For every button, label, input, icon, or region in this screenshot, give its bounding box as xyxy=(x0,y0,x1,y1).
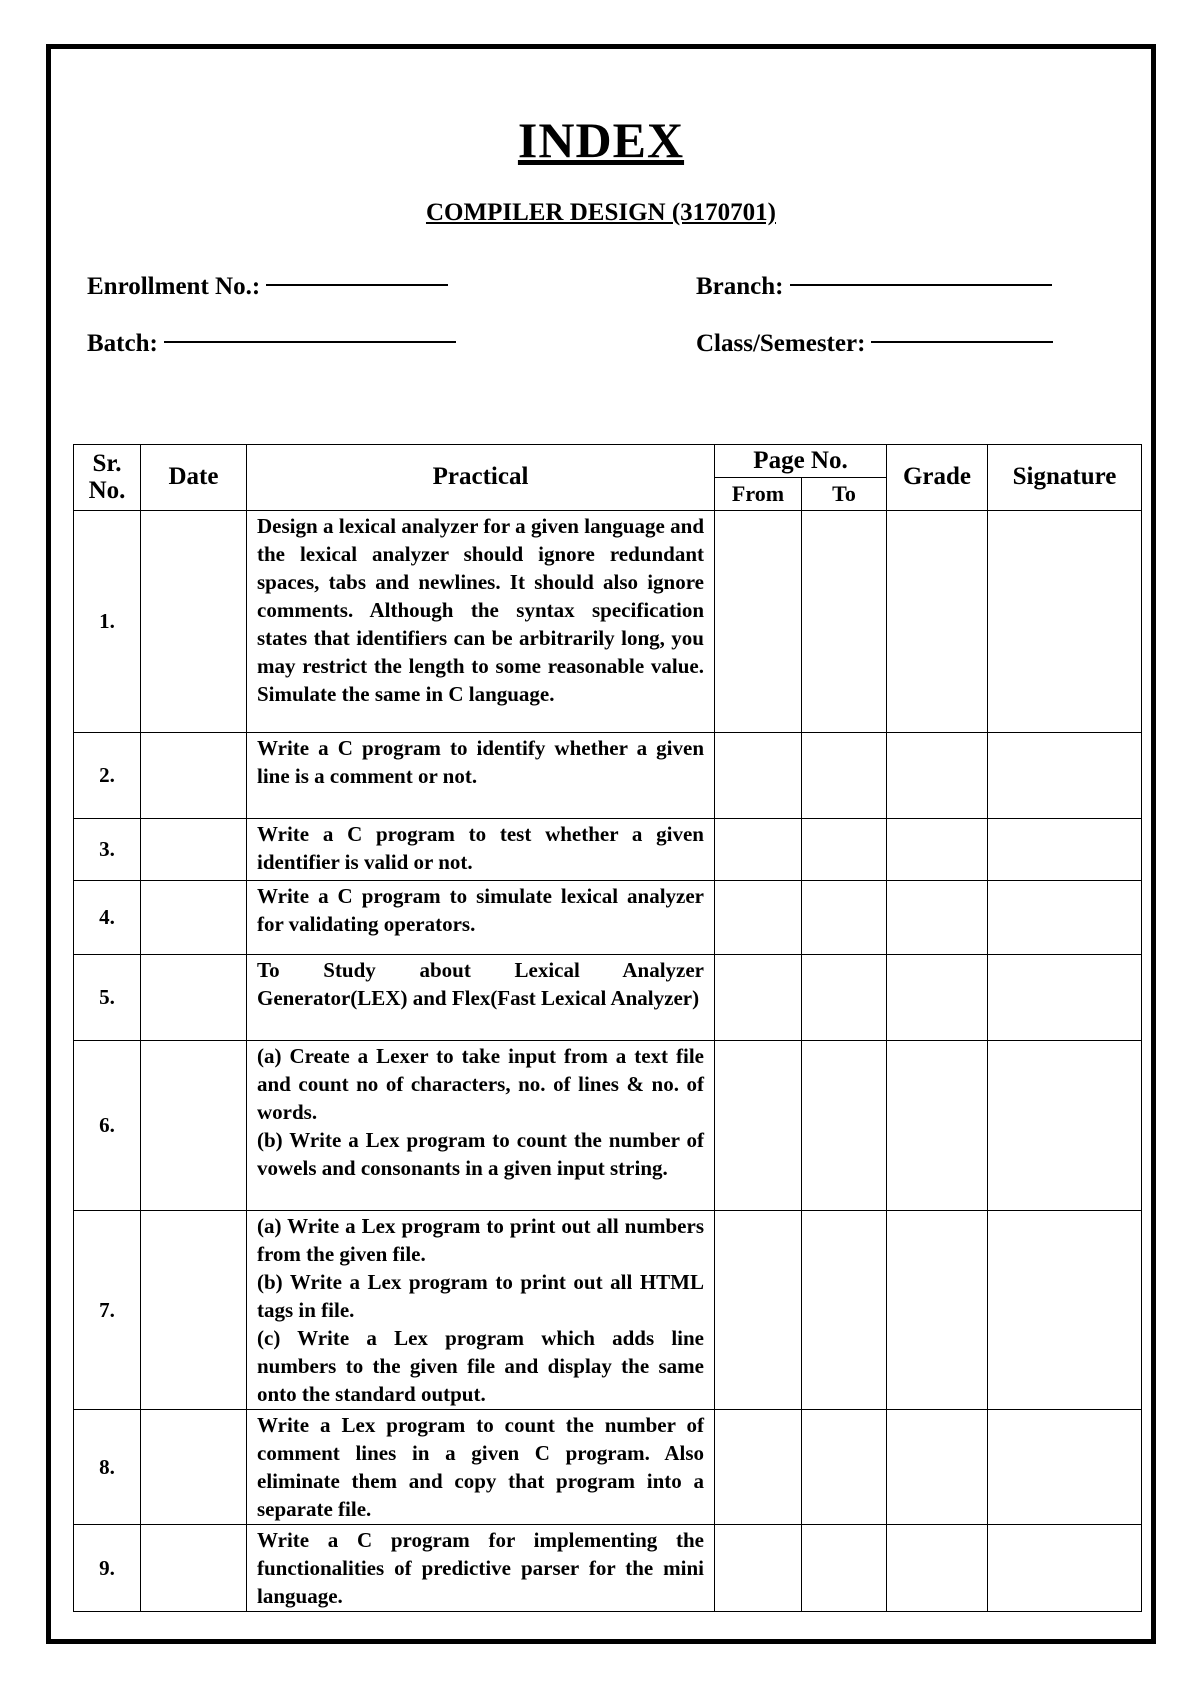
sr-no-cell: 1. xyxy=(74,511,141,733)
practical-index-table xyxy=(73,444,1142,1612)
practical-text: (c) Write a Lex program which adds line numbers to the given file and display the same onto the standard output. xyxy=(257,1326,704,1406)
sr-no-cell: 6. xyxy=(74,1041,141,1211)
page-from-cell xyxy=(715,511,802,733)
practical-text: (a) Create a Lexer to take input from a text file and count no of characters, no. of lines & no. of words. xyxy=(257,1044,704,1124)
enrollment-field xyxy=(87,273,448,301)
practical-text: (b) Write a Lex program to count the number of vowels and consonants in a given input string. xyxy=(257,1128,704,1180)
col-header-practical: Practical xyxy=(247,445,715,511)
signature-cell xyxy=(988,1525,1142,1612)
page-from-cell xyxy=(715,819,802,881)
signature-cell xyxy=(988,1410,1142,1525)
table-row xyxy=(74,881,1142,955)
practical-text: (b) Write a Lex program to print out all HTML tags in file. xyxy=(257,1270,704,1322)
grade-cell xyxy=(887,1041,988,1211)
practical-cell xyxy=(247,1525,715,1612)
date-cell xyxy=(141,1525,247,1612)
practical-text: To Study about Lexical Analyzer Generator(LEX) and Flex(Fast Lexical Analyzer) xyxy=(257,958,704,1010)
grade-cell xyxy=(887,511,988,733)
page-to-cell xyxy=(802,1525,887,1612)
table-row xyxy=(74,1410,1142,1525)
page-from-cell xyxy=(715,1211,802,1410)
page-to-cell xyxy=(802,1211,887,1410)
batch-field xyxy=(87,330,456,358)
table-row xyxy=(74,1211,1142,1410)
sr-no-cell: 7. xyxy=(74,1211,141,1410)
class-semester-field xyxy=(696,330,1053,358)
practical-text: (a) Write a Lex program to print out all numbers from the given file. xyxy=(257,1214,704,1266)
practical-cell xyxy=(247,1410,715,1525)
practical-cell xyxy=(247,819,715,881)
sr-no-cell: 8. xyxy=(74,1410,141,1525)
practical-text: Design a lexical analyzer for a given language and the lexical analyzer should ignore redundant spaces, tabs and newlines. It should also ignore comments. Although the syntax specification states that identifiers can be arbitrarily long, you may restrict the length to some reasonable value. Simulate the same in C language. xyxy=(257,514,704,706)
grade-cell xyxy=(887,1525,988,1612)
page-to-cell xyxy=(802,819,887,881)
page-to-cell xyxy=(802,955,887,1041)
col-header-grade: Grade xyxy=(887,445,988,511)
branch-field xyxy=(696,273,1052,301)
sr-no-cell: 4. xyxy=(74,881,141,955)
col-header-to: To xyxy=(802,478,887,511)
page-to-cell xyxy=(802,1041,887,1211)
branch-label: Branch: xyxy=(696,273,784,300)
page-from-cell xyxy=(715,1410,802,1525)
practical-text: Write a C program to test whether a given identifier is valid or not. xyxy=(257,822,704,874)
page-from-cell xyxy=(715,1041,802,1211)
grade-cell xyxy=(887,955,988,1041)
sr-no-cell: 9. xyxy=(74,1525,141,1612)
signature-cell xyxy=(988,733,1142,819)
table-row xyxy=(74,819,1142,881)
signature-cell xyxy=(988,819,1142,881)
grade-cell xyxy=(887,1410,988,1525)
practical-cell xyxy=(247,511,715,733)
grade-cell xyxy=(887,819,988,881)
practical-cell xyxy=(247,955,715,1041)
page-title: INDEX xyxy=(517,112,685,168)
col-header-page-no: Page No. xyxy=(715,445,887,478)
table-row xyxy=(74,733,1142,819)
practical-cell xyxy=(247,733,715,819)
grade-cell xyxy=(887,733,988,819)
enrollment-label: Enrollment No.: xyxy=(87,273,261,300)
sr-no-cell: 2. xyxy=(74,733,141,819)
practical-text: Write a C program for implementing the functionalities of predictive parser for the mini language. xyxy=(257,1528,704,1608)
date-cell xyxy=(141,1410,247,1525)
page-border xyxy=(46,44,1156,1644)
practical-text: Write a Lex program to count the number of comment lines in a given C program. Also eliminate them and copy that program into a separate file. xyxy=(257,1413,704,1521)
col-header-date: Date xyxy=(141,445,247,511)
practical-cell xyxy=(247,1211,715,1410)
practical-cell xyxy=(247,1041,715,1211)
signature-cell xyxy=(988,881,1142,955)
class-semester-blank-line xyxy=(871,341,1053,343)
signature-cell xyxy=(988,511,1142,733)
table-body xyxy=(74,511,1142,1612)
date-cell xyxy=(141,1041,247,1211)
date-cell xyxy=(141,881,247,955)
date-cell xyxy=(141,1211,247,1410)
batch-blank-line xyxy=(164,341,456,343)
page-to-cell xyxy=(802,1410,887,1525)
practical-text: Write a C program to identify whether a given line is a comment or not. xyxy=(257,736,704,788)
branch-blank-line xyxy=(790,284,1052,286)
date-cell xyxy=(141,955,247,1041)
grade-cell xyxy=(887,881,988,955)
page-from-cell xyxy=(715,1525,802,1612)
sr-no-cell: 3. xyxy=(74,819,141,881)
practical-cell xyxy=(247,881,715,955)
table-row xyxy=(74,955,1142,1041)
table-row xyxy=(74,511,1142,733)
date-cell xyxy=(141,511,247,733)
page-from-cell xyxy=(715,881,802,955)
table-row xyxy=(74,1041,1142,1211)
page-to-cell xyxy=(802,881,887,955)
grade-cell xyxy=(887,1211,988,1410)
page-from-cell xyxy=(715,955,802,1041)
date-cell xyxy=(141,733,247,819)
page-to-cell xyxy=(802,511,887,733)
enrollment-blank-line xyxy=(266,284,448,286)
course-title: COMPILER DESIGN (3170701) xyxy=(425,199,776,226)
col-header-sr-no: Sr. No. xyxy=(74,445,141,511)
col-header-from: From xyxy=(715,478,802,511)
page-to-cell xyxy=(802,733,887,819)
sr-no-cell: 5. xyxy=(74,955,141,1041)
practical-text: Write a C program to simulate lexical analyzer for validating operators. xyxy=(257,884,704,936)
col-header-signature: Signature xyxy=(988,445,1142,511)
batch-label: Batch: xyxy=(87,330,158,357)
table-row xyxy=(74,1525,1142,1612)
signature-cell xyxy=(988,955,1142,1041)
page-from-cell xyxy=(715,733,802,819)
signature-cell xyxy=(988,1211,1142,1410)
date-cell xyxy=(141,819,247,881)
signature-cell xyxy=(988,1041,1142,1211)
class-semester-label: Class/Semester: xyxy=(696,330,866,357)
